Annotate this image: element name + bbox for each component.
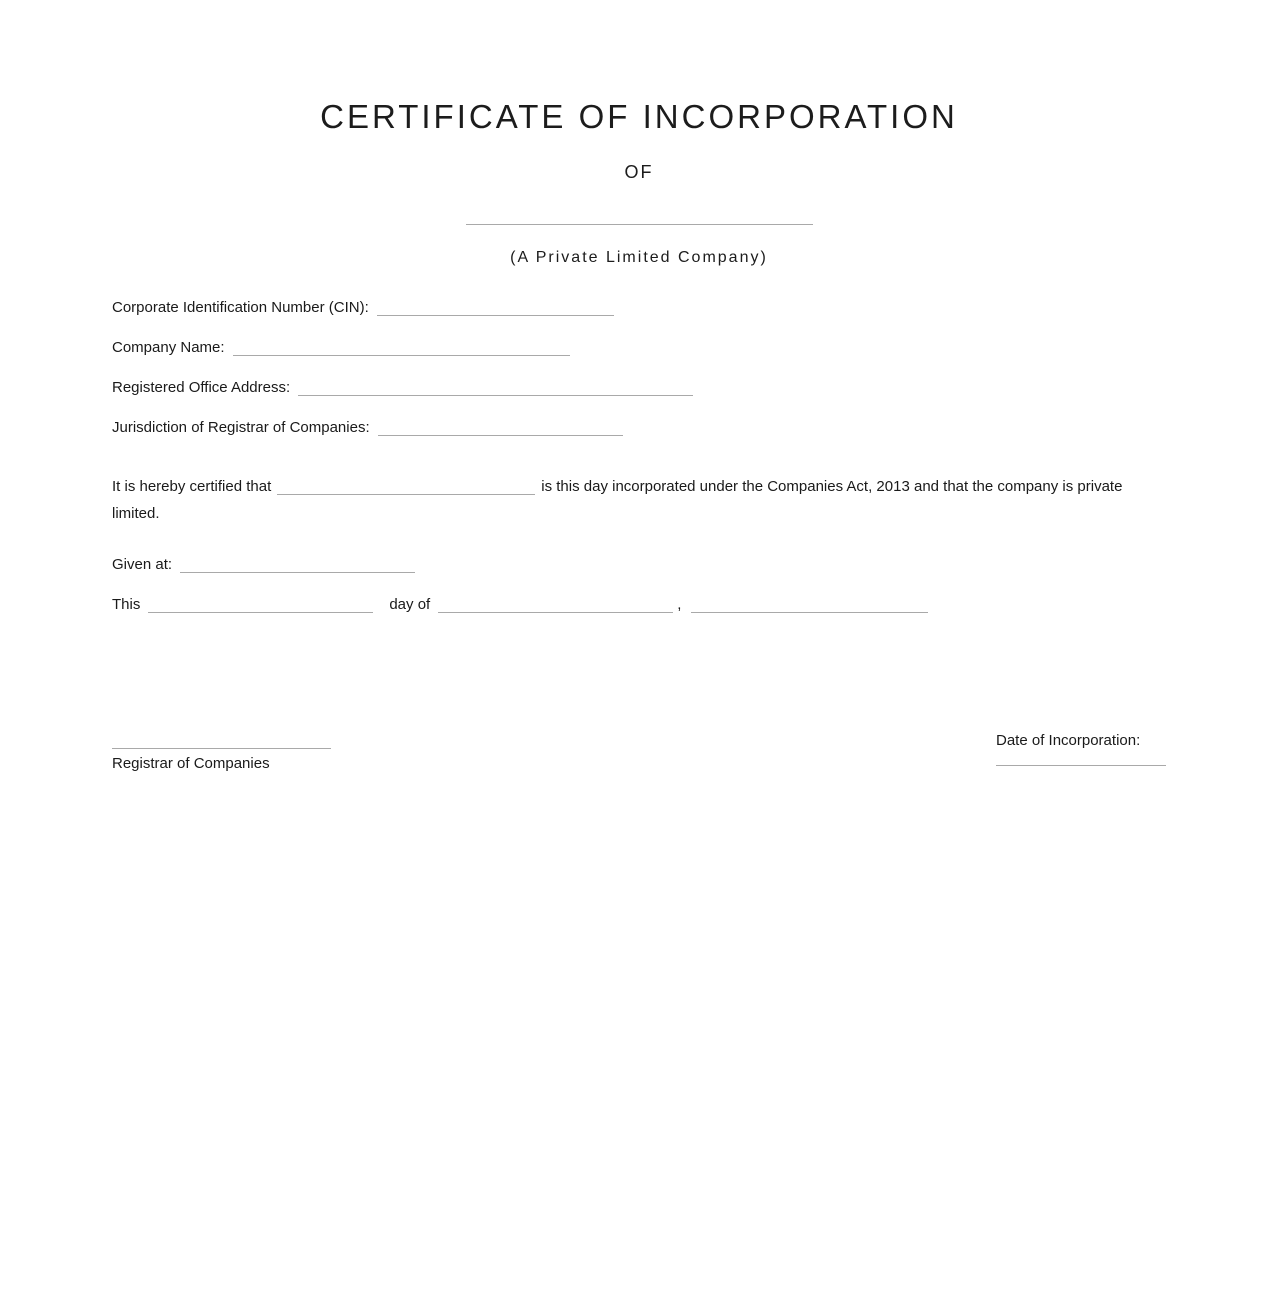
field-row-date-sentence [112,596,928,613]
month-blank-line [438,598,673,613]
date-of-incorporation-blank-line [996,765,1166,766]
company-name-blank [233,341,570,356]
registrar-signature-line [112,748,331,749]
field-row-jurisdiction [112,419,623,436]
of-label: OF [624,162,654,182]
cin-label: Corporate Identification Number (CIN): [112,299,369,316]
company-name-label: Company Name: [112,339,225,356]
day-of-label: day of [389,596,431,613]
certificate-title: CERTIFICATE OF INCORPORATION [320,98,958,135]
field-row-company-name [112,339,570,356]
registrar-of-companies-label: Registrar of Companies [112,755,270,772]
date-of-incorporation-label: Date of Incorporation: [996,732,1141,749]
cin-blank-line [377,301,614,316]
comma-separator: , [677,596,682,613]
jurisdiction-blank [378,421,623,436]
field-row-cin [112,299,614,316]
certification-suffix: is this day incorporated under the Companies Act, 2013 and that the company is private limited. [112,478,1123,522]
year-blank-line [691,598,928,613]
company-name-blank-line [466,224,813,225]
field-row-given-at [112,556,415,573]
certification-paragraph [112,473,1142,527]
certification-prefix: It is hereby certified that [112,478,272,495]
registered-office-address-blank [298,381,693,396]
day-blank-line [148,598,373,613]
given-at-blank [180,558,415,573]
company-type-label: (A Private Limited Company) [510,249,768,266]
certification-company-blank [277,480,535,495]
registered-office-address-label: Registered Office Address: [112,379,291,396]
given-at-label: Given at: [112,556,173,573]
this-label: This [112,596,141,613]
jurisdiction-label: Jurisdiction of Registrar of Companies: [112,419,370,436]
field-row-registered-office-address [112,379,693,396]
